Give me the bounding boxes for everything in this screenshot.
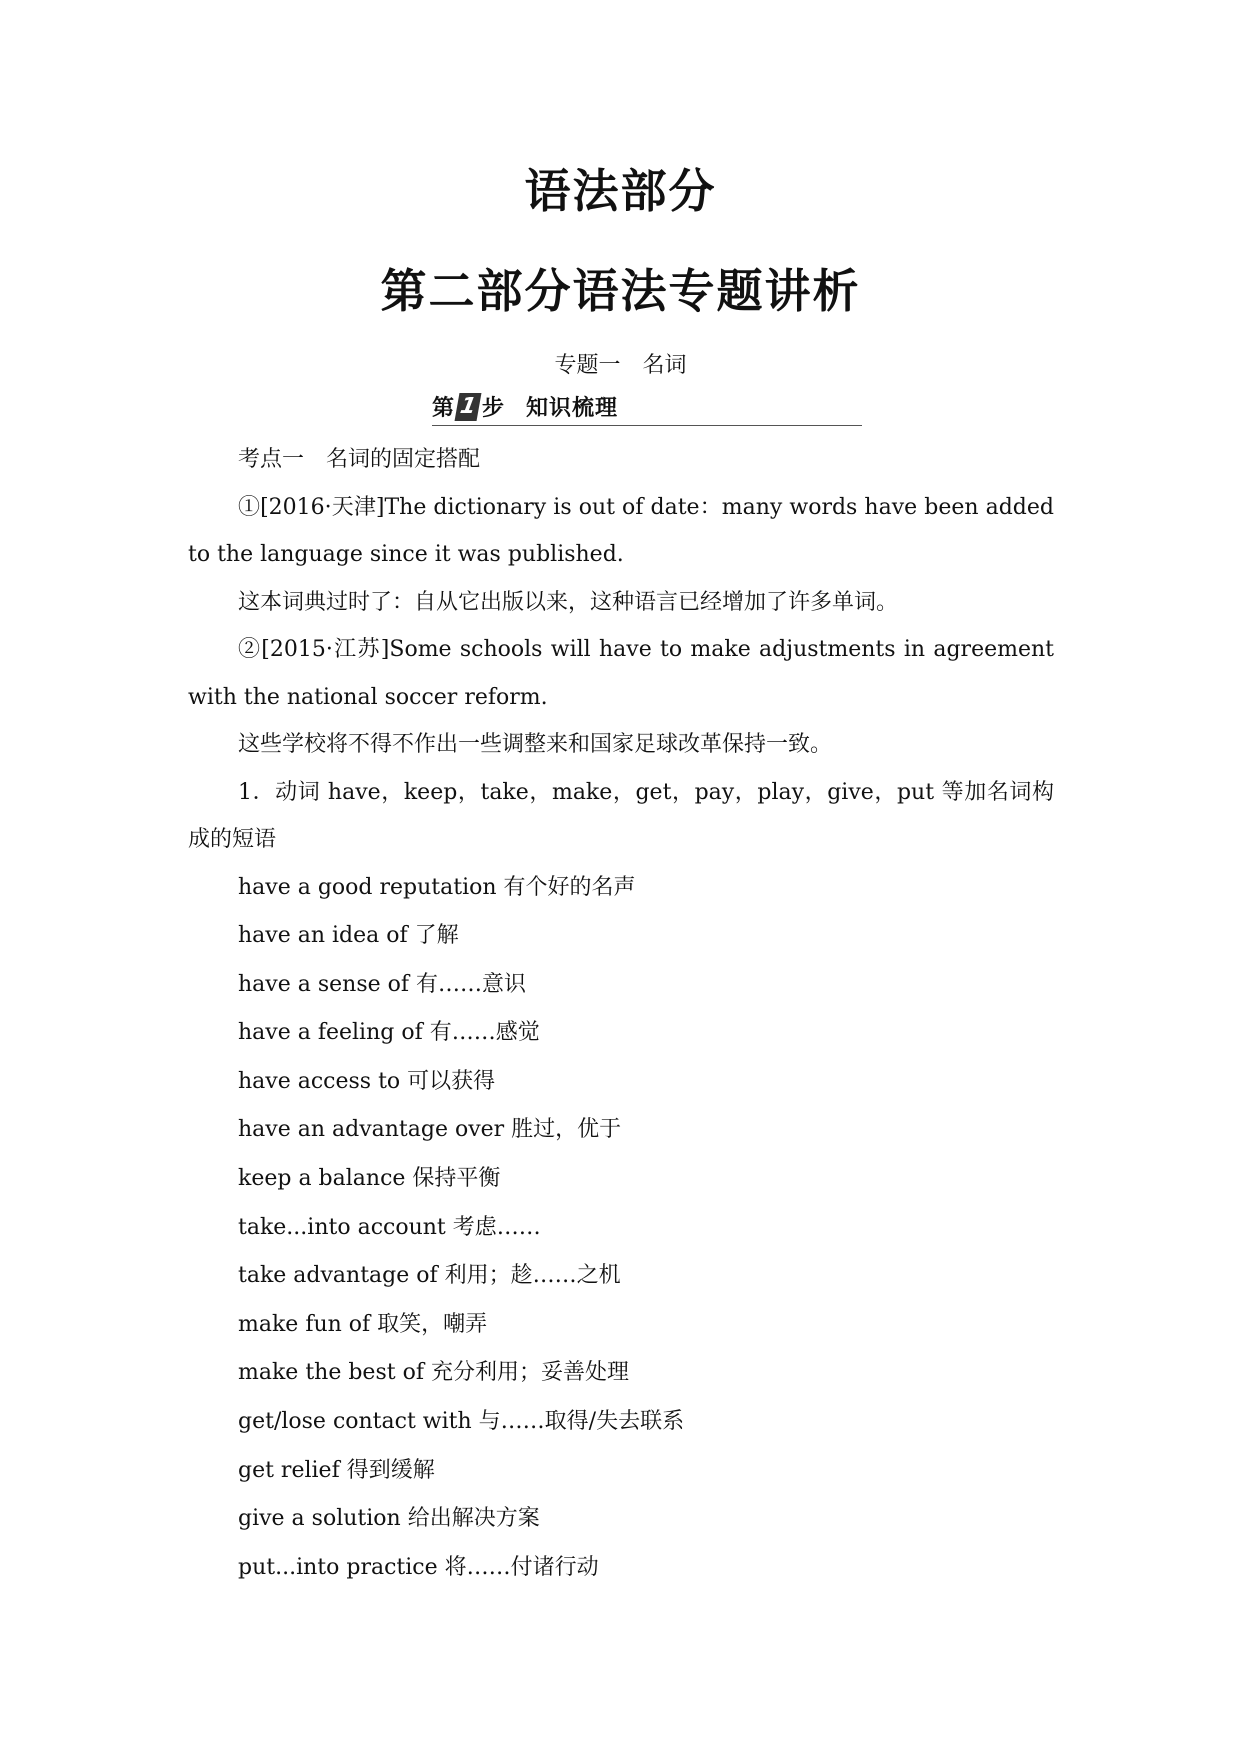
phrase-item: have a sense of 有……意识	[238, 971, 526, 997]
step-prefix: 第	[432, 396, 455, 421]
phrase-item: have an advantage over 胜过，优于	[238, 1117, 622, 1143]
step-suffix: 步	[482, 396, 505, 421]
phrase-item: make the best of 充分利用；妥善处理	[238, 1360, 629, 1386]
phrase-item: have access to 可以获得	[238, 1068, 496, 1094]
page-title: 语法部分	[524, 164, 717, 218]
phrase-item: give a solution 给出解决方案	[238, 1506, 540, 1532]
phrase-item: have an idea of 了解	[238, 923, 459, 949]
phrase-item: take...into account 考虑……	[238, 1214, 541, 1240]
phrase-item: have a good reputation 有个好的名声	[238, 874, 636, 900]
step-number-badge: 1	[455, 393, 482, 421]
example-1-english: ①[2016·天津]The dictionary is out of date：many words have been added to the language since it was published.	[188, 494, 1054, 567]
topic-heading: 专题一 名词	[554, 353, 687, 378]
example-2-chinese: 这些学校将不得不作出一些调整来和国家足球改革保持一致。	[238, 732, 833, 757]
phrase-item: get/lose contact with 与……取得/失去联系	[238, 1409, 685, 1435]
phrase-item: make fun of 取笑，嘲弄	[238, 1311, 488, 1337]
content-body	[188, 436, 1054, 1592]
phrase-item: put...into practice 将……付诸行动	[238, 1554, 599, 1580]
example-2-english: ②[2015·江苏]Some schools will have to make adjustments in agreement with the national soccer reform.	[188, 637, 1054, 710]
section-heading: 考点一 名词的固定搭配	[238, 447, 481, 472]
phrase-list	[188, 864, 1054, 1593]
phrase-item: get relief 得到缓解	[238, 1457, 435, 1483]
step-title: 知识梳理	[526, 396, 619, 421]
step-banner	[432, 391, 862, 426]
page-subtitle: 第二部分语法专题讲析	[380, 264, 861, 318]
phrase-item: have a feeling of 有……感觉	[238, 1020, 540, 1046]
example-1-chinese: 这本词典过时了：自从它出版以来，这种语言已经增加了许多单词。	[238, 589, 899, 615]
rule-statement: 1．动词 have，keep，take，make，get，pay，play，give，put 等加名词构成的短语	[188, 779, 1054, 852]
phrase-item: take advantage of 利用；趁……之机	[238, 1263, 621, 1289]
phrase-item: keep a balance 保持平衡	[238, 1166, 501, 1192]
